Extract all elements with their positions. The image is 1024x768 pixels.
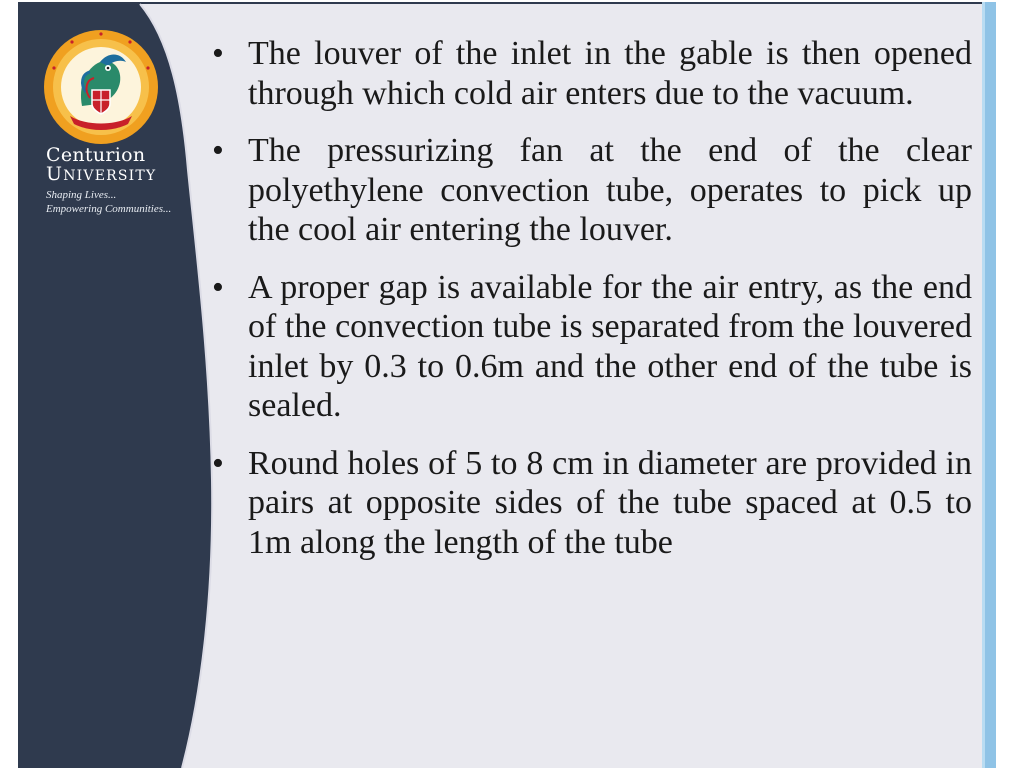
bullet-item (212, 444, 972, 563)
bullet-text: A proper gap is available for the air entry, as the end of the convection tube is separated from the louvered inlet by 0.3 to 0.6m and the other end of the tube is sealed. (248, 268, 972, 424)
brand-tagline-1: Shaping Lives... (46, 189, 117, 201)
bullet-text: Round holes of 5 to 8 cm in diameter are provided in pairs at opposite sides of the tube spaced at 0.5 to 1m along the length of the tube (248, 444, 972, 561)
brand-tagline-2: Empowering Communities... (46, 203, 172, 215)
bullet-text: The louver of the inlet in the gable is then opened through which cold air enters due to the vacuum. (248, 35, 972, 112)
brand-name: Centurion (46, 144, 146, 166)
bullet-list (212, 34, 972, 562)
bullet-icon: • (212, 35, 224, 72)
slide-content (212, 34, 972, 580)
brand-subtitle: UNIVERSITY (46, 163, 157, 185)
bullet-icon: • (212, 268, 224, 306)
bullet-icon: • (212, 444, 224, 482)
bullet-item (212, 268, 972, 426)
bullet-icon: • (212, 132, 224, 169)
brand-block (46, 144, 196, 216)
bullet-text: The pressurizing fan at the end of the clear polyethylene convection tube, operates to pick up the cool air entering the louver. (248, 132, 972, 248)
bullet-item (212, 34, 972, 113)
bullet-item (212, 131, 972, 250)
university-seal-icon (42, 28, 160, 146)
